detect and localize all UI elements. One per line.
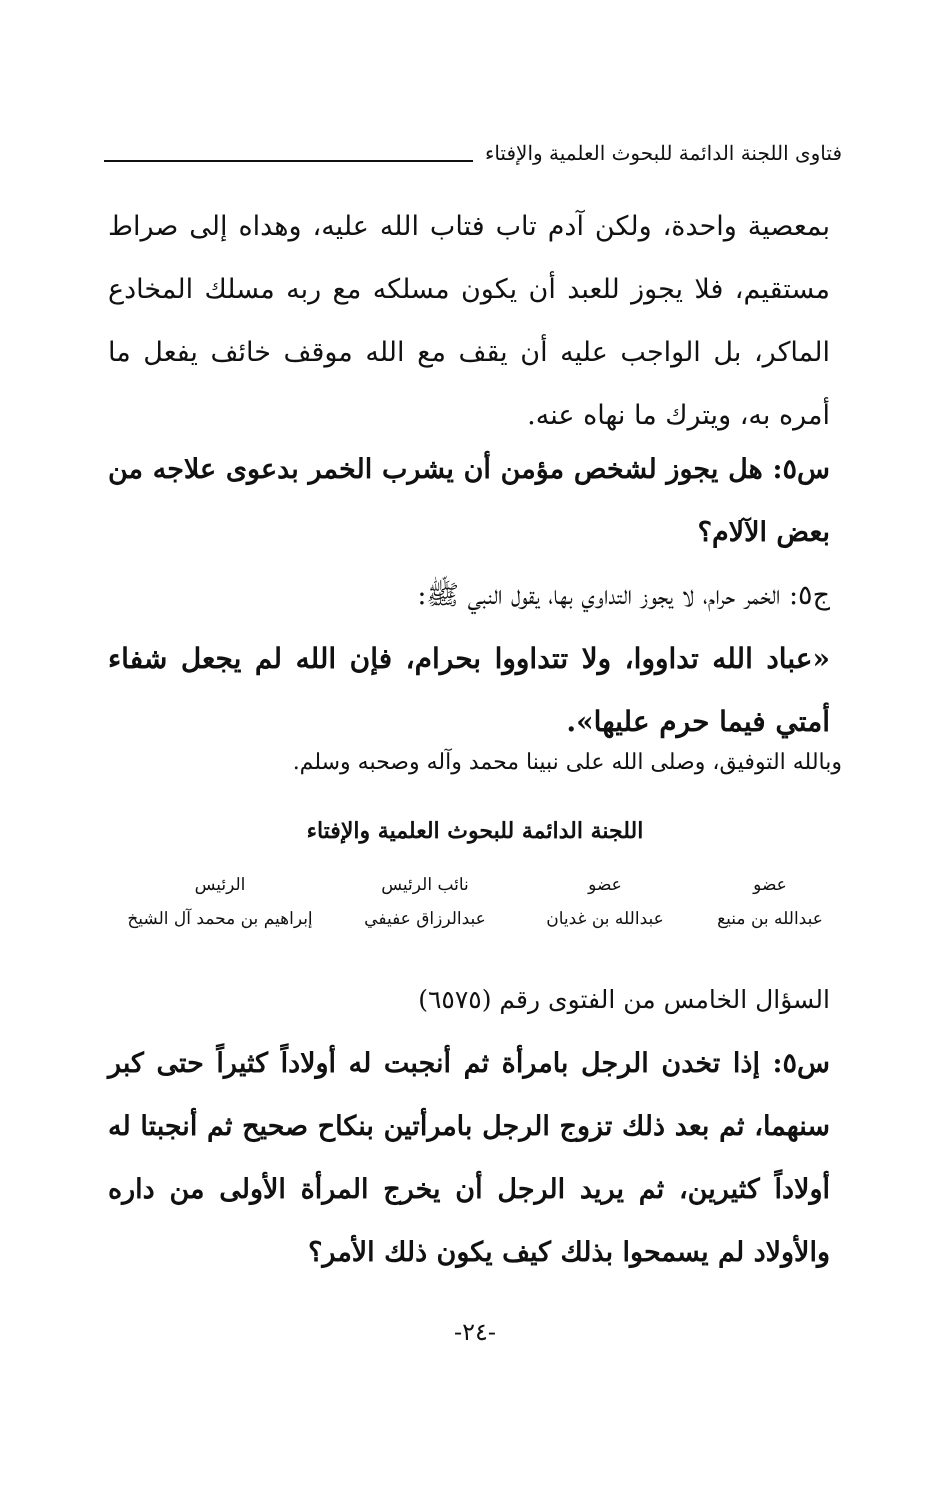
closing-line: وبالله التوفيق، وصلى الله على نبينا محمد وآله وصحبه وسلم.: [292, 750, 842, 775]
answer-1-intro: ج٥: الخمر حرام، لا يجوز التداوي بها، يقول النبي ﷺ:: [417, 580, 830, 611]
answer-1-hadith: «عباد الله تداووا، ولا تتداووا بحرام، فإن الله لم يجعل شفاء أمتي فيما حرم عليها».: [108, 642, 830, 738]
running-header: [104, 135, 842, 165]
member-title: الرئيس: [194, 875, 246, 895]
member-name: عبدالله بن غديان: [546, 909, 664, 929]
page-number: -٢٤-: [454, 1318, 496, 1346]
paragraph-1: بمعصية واحدة، ولكن آدم تاب فتاب الله عليه، وهداه إلى صراط مستقيم، فلا يجوز للعبد أن يكون مسلكه مع ربه مسلك المخادع الماكر، بل الواجب عليه أن يقف مع الله موقف خائف يفعل ما أمره به، ويترك ما نهاه عنه.: [108, 211, 830, 431]
signature-table: [110, 868, 830, 936]
question-1: س٥: هل يجوز لشخص مؤمن أن يشرب الخمر بدعوى علاجه من بعض الآلام؟: [108, 454, 830, 548]
header-rule: [104, 160, 473, 162]
fatwa-2-heading: السؤال الخامس من الفتوى رقم (٦٥٧٥): [418, 985, 830, 1014]
member-name: عبدالله بن منيع: [717, 909, 823, 929]
signature-titles-row: [110, 868, 830, 902]
member-title: عضو: [753, 875, 787, 895]
header-title: فتاوى اللجنة الدائمة للبحوث العلمية والإفتاء: [484, 141, 842, 165]
fatwa-2-question: س٥: إذا تخدن الرجل بامرأة ثم أنجبت له أولاداً كثيراً حتى كبر سنهما، ثم بعد ذلك تزوج الرجل بامرأتين بنكاح صحيح ثم أنجبتا له أولاداً كثيرين، ثم يريد الرجل أن يخرج المرأة الأولى من داره والأولاد لم يسمحوا بذلك كيف يكون ذلك الأمر؟: [108, 1048, 830, 1268]
member-name: عبدالرزاق عفيفي: [364, 909, 486, 929]
member-name: إبراهيم بن محمد آل الشيخ: [127, 909, 313, 929]
signature-names-row: [110, 902, 830, 936]
committee-name: اللجنة الدائمة للبحوث العلمية والإفتاء: [306, 818, 644, 844]
member-title: نائب الرئيس: [381, 875, 469, 895]
member-title: عضو: [588, 875, 622, 895]
